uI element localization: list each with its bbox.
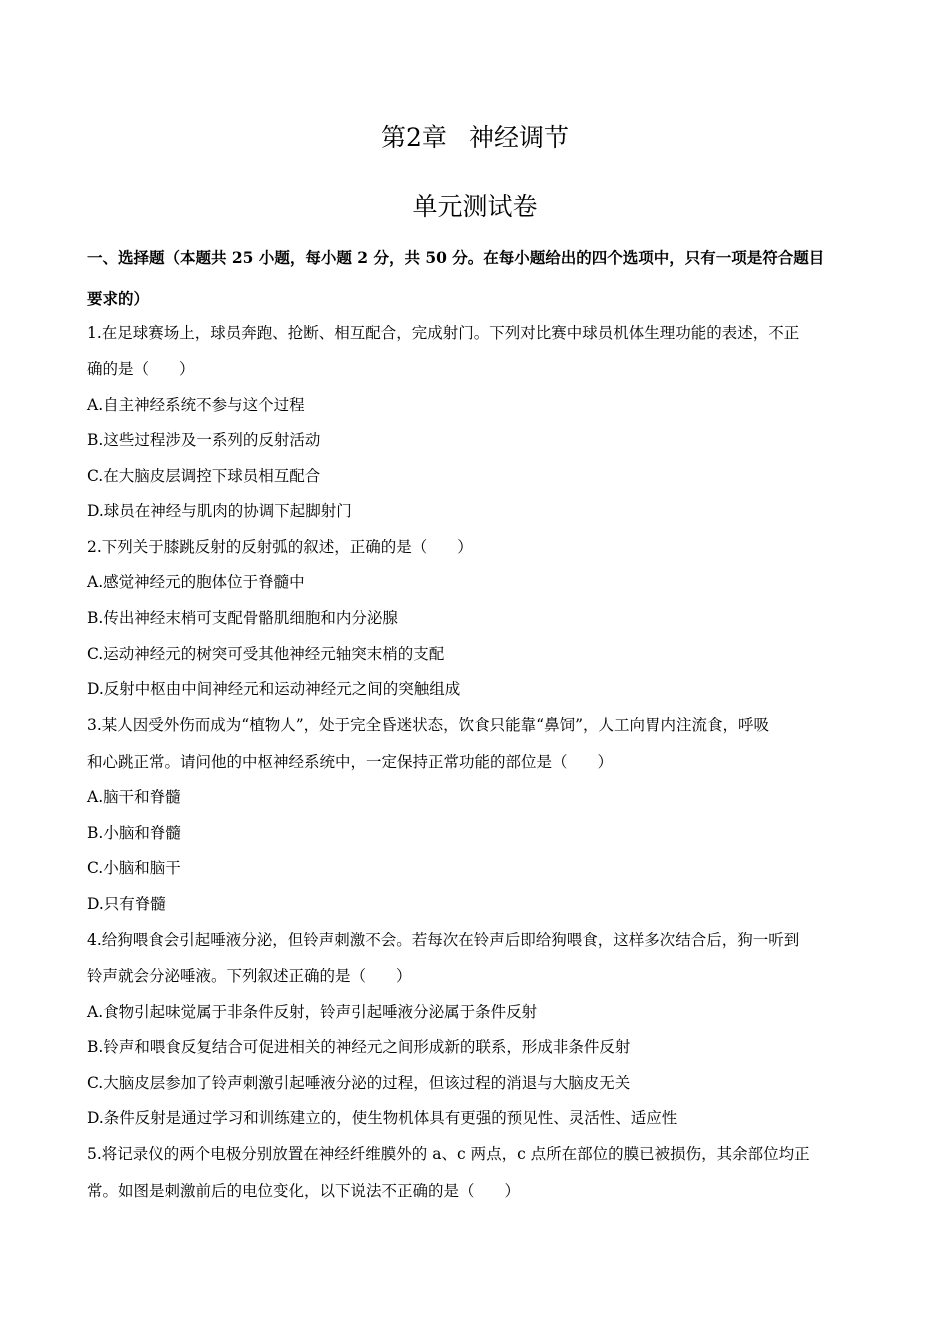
question-3-stem-text: 和心跳正常。请问他的中枢神经系统中，一定保持正常功能的部位是（: [87, 753, 568, 771]
chapter-title: [0, 122, 950, 154]
question-3-stem-line-2: [87, 751, 613, 773]
section-instruction-line-2: 要求的）: [87, 289, 150, 308]
question-1-stem-line-1: 1.在足球赛场上，球员奔跑、抢断、相互配合，完成射门。下列对比赛中球员机体生理功能的表述，不正: [87, 324, 800, 342]
question-4-paren-close: ）: [396, 967, 412, 985]
section-instruction-line-1: 一、选择题（本题共 25 小题，每小题 2 分，共 50 分。在每小题给出的四个选项中，只有一项是符合题目: [87, 248, 825, 267]
question-2-stem-line-1: [87, 536, 473, 558]
question-5-stem-line-1: 5.将记录仪的两个电极分别放置在神经纤维膜外的 a、c 两点，c 点所在部位的膜已被损伤，其余部位均正: [87, 1145, 810, 1163]
question-4-stem-line-1: 4.给狗喂食会引起唾液分泌，但铃声刺激不会。若每次在铃声后即给狗喂食，这样多次结合后，狗一听到: [87, 931, 800, 949]
question-4-stem-line-2: [87, 965, 412, 987]
question-1-paren-close: ）: [179, 360, 195, 378]
question-4-option-a: A.食物引起味觉属于非条件反射，铃声引起唾液分泌属于条件反射: [87, 1003, 538, 1021]
question-3-option-a: A.脑干和脊髓: [87, 788, 181, 806]
chapter-name: 神经调节: [468, 123, 569, 152]
question-1-option-b: B.这些过程涉及一系列的反射活动: [87, 431, 321, 449]
test-title: 单元测试卷: [412, 192, 538, 221]
question-2-option-d: D.反射中枢由中间神经元和运动神经元之间的突触组成: [87, 680, 461, 698]
question-3-option-b: B.小脑和脊髓: [87, 824, 181, 842]
question-3-paren-close: ）: [597, 753, 614, 771]
chapter-number: 第2章: [381, 123, 447, 152]
question-3-stem-line-1: 3.某人因受外伤而成为“植物人”，处于完全昏迷状态，饮食只能靠“鼻饲”，人工向胃内注流食，呼吸: [87, 716, 769, 734]
question-5-paren-close: ）: [504, 1182, 521, 1200]
question-3-option-d: D.只有脊髓: [87, 895, 166, 913]
question-1-option-c: C.在大脑皮层调控下球员相互配合: [87, 467, 321, 485]
question-1-option-a: A.自主神经系统不参与这个过程: [87, 396, 305, 414]
question-2-option-b: B.传出神经末梢可支配骨骼肌细胞和内分泌腺: [87, 609, 398, 627]
question-2-stem-text: 2.下列关于膝跳反射的反射弧的叙述，正确的是（: [87, 538, 428, 556]
question-5-stem-text: 常。如图是刺激前后的电位变化，以下说法不正确的是（: [87, 1182, 475, 1200]
question-3-option-c: C.小脑和脑干: [87, 859, 181, 877]
question-4-stem-text: 铃声就会分泌唾液。下列叙述正确的是（: [87, 967, 367, 985]
question-2-option-a: A.感觉神经元的胞体位于脊髓中: [87, 573, 305, 591]
question-4-option-d: D.条件反射是通过学习和训练建立的，使生物机体具有更强的预见性、灵活性、适应性: [87, 1109, 678, 1127]
question-5-stem-line-2: [87, 1180, 520, 1202]
question-2-paren-close: ）: [457, 538, 473, 556]
question-1-stem-text: 确的是（: [87, 360, 150, 378]
question-1-stem-line-2: [87, 358, 195, 380]
question-4-option-b: B.铃声和喂食反复结合可促进相关的神经元之间形成新的联系，形成非条件反射: [87, 1038, 631, 1056]
question-2-option-c: C.运动神经元的树突可受其他神经元轴突末梢的支配: [87, 645, 445, 663]
question-1-option-d: D.球员在神经与肌肉的协调下起脚射门: [87, 502, 352, 520]
question-4-option-c: C.大脑皮层参加了铃声刺激引起唾液分泌的过程，但该过程的消退与大脑皮无关: [87, 1074, 631, 1092]
